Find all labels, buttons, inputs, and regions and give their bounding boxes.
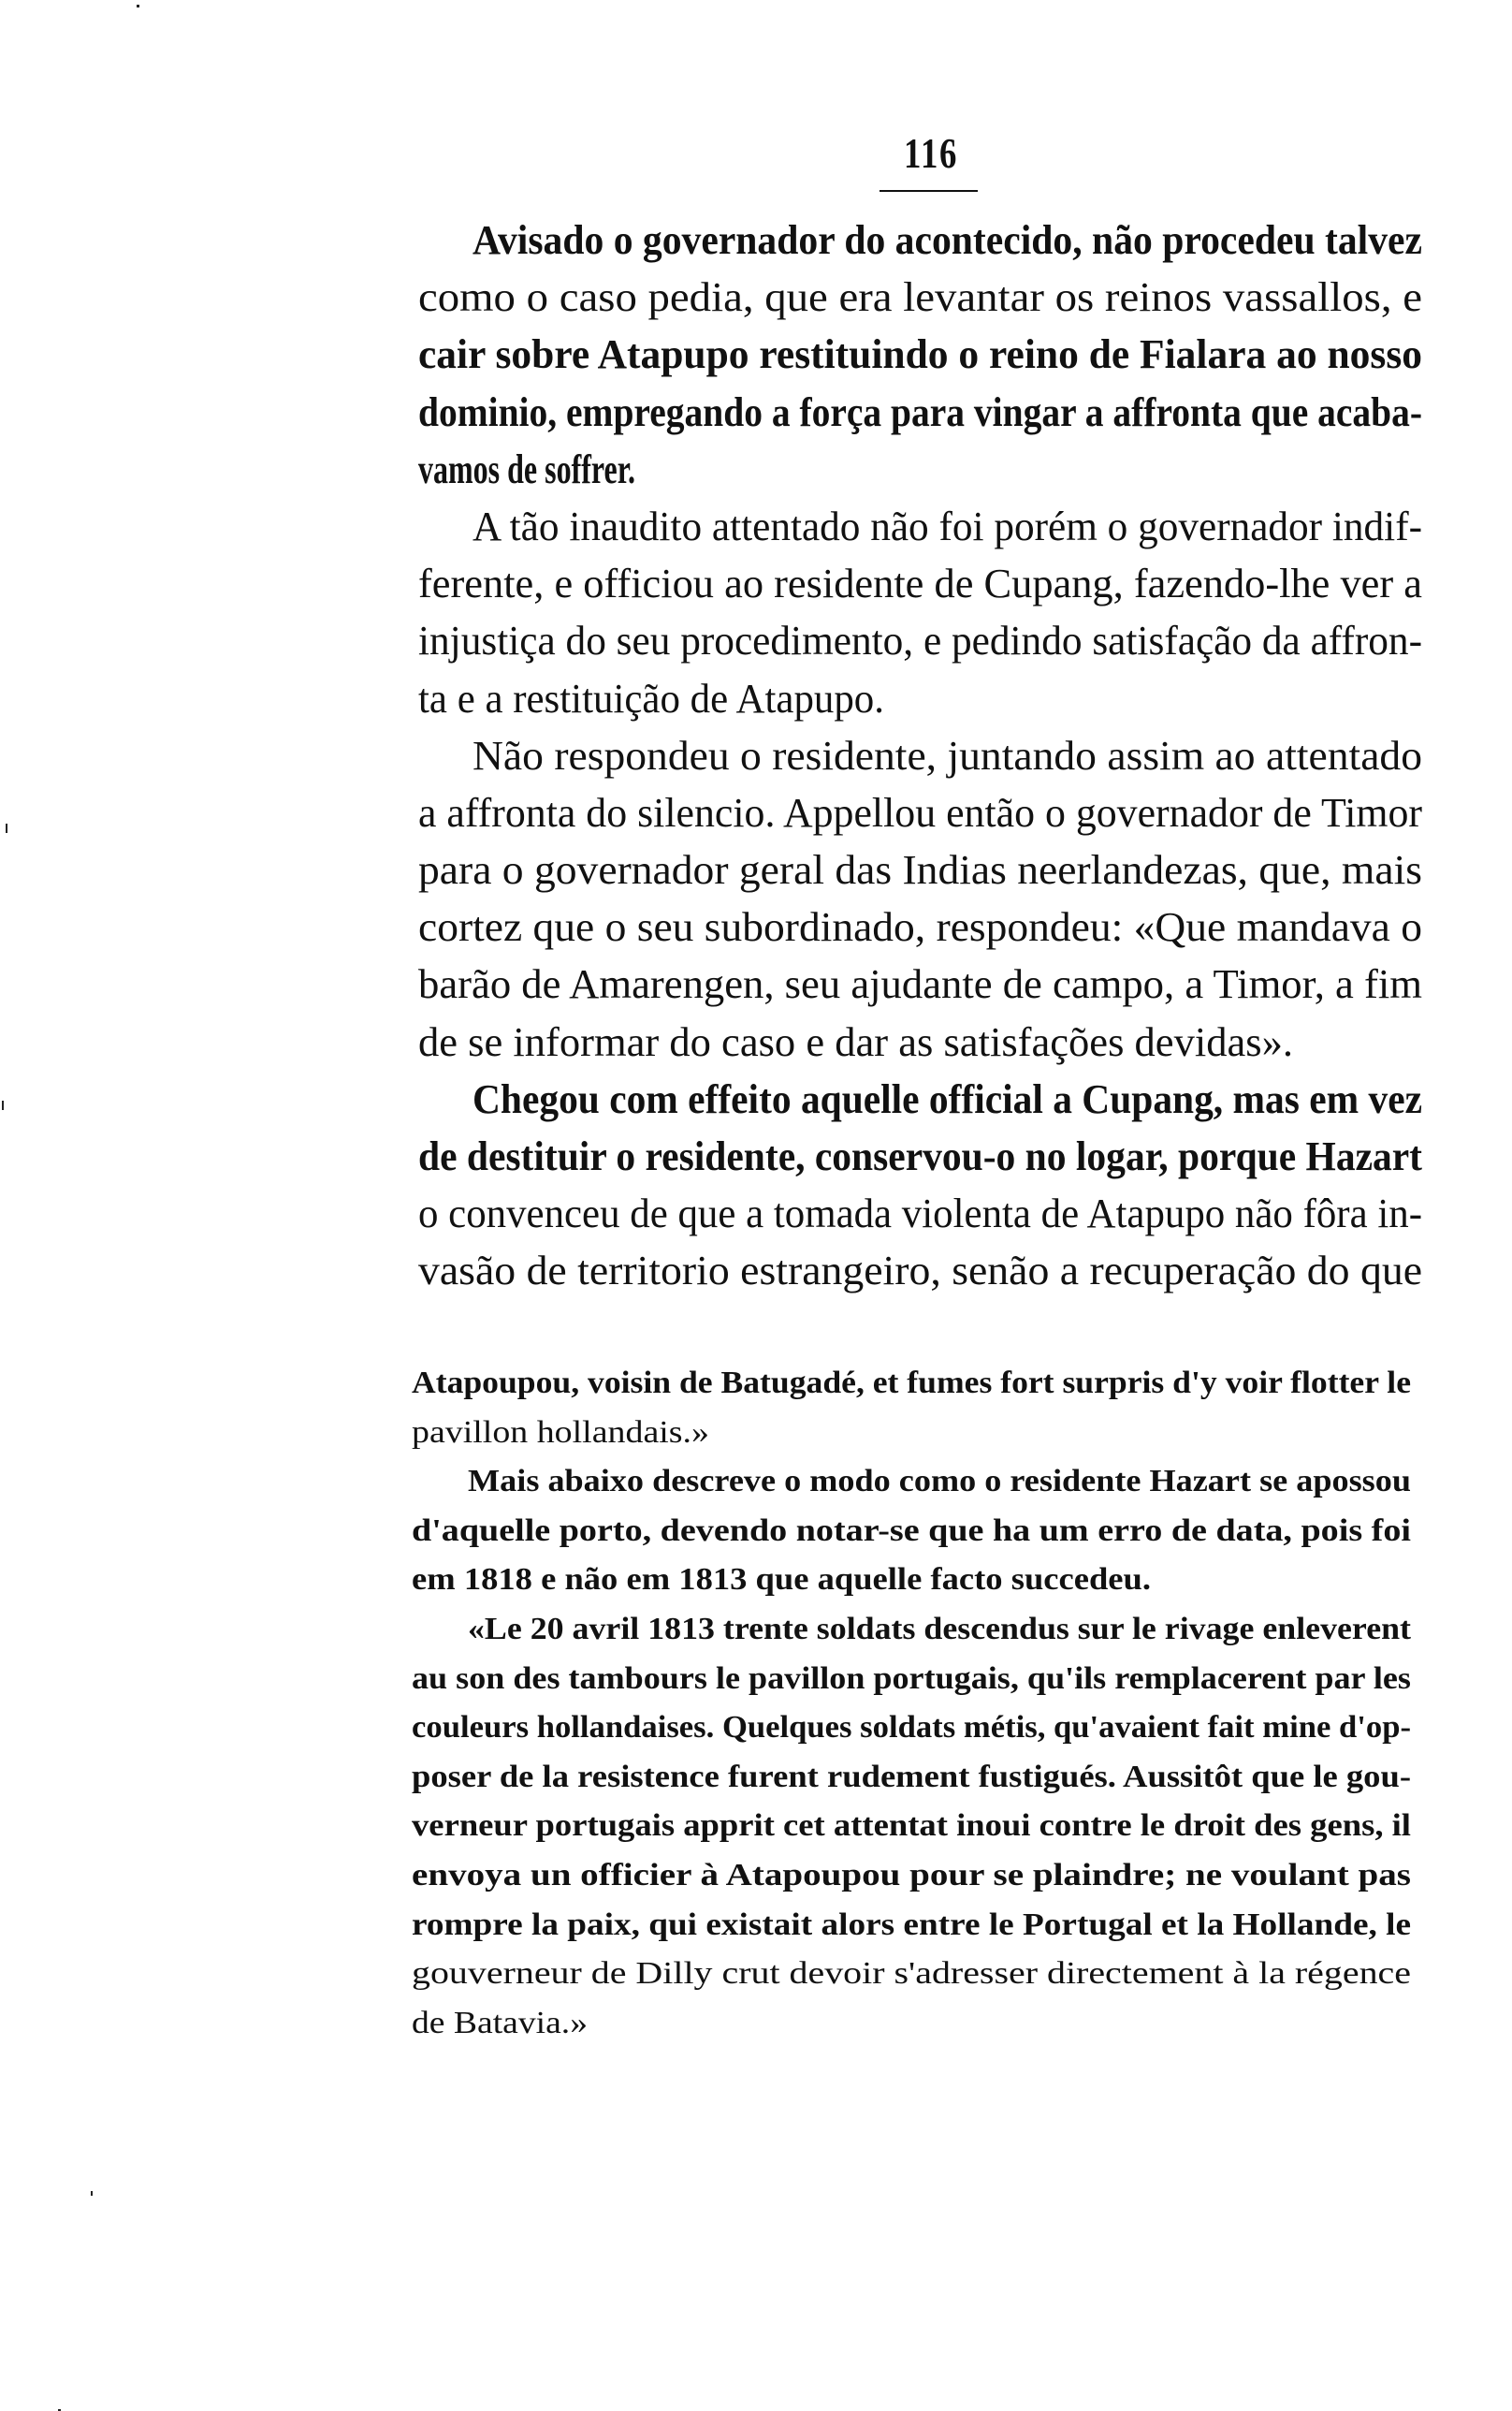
text-line: cortez que o seu subordinado, respondeu: «Que mandava o bbox=[418, 904, 1422, 951]
footnote-line: Mais abaixo descreve o modo como o residente Hazart se apossou bbox=[468, 1464, 1411, 1499]
scan-speck bbox=[137, 5, 139, 7]
text-line: vasão de territorio estrangeiro, senão a recuperação do que bbox=[418, 1248, 1422, 1294]
footnote-line: envoya un officier à Atapoupou pour se plaindre; ne voulant pas bbox=[412, 1857, 1411, 1892]
text-line: injustiça do seu procedimento, e pedindo satisfação da affron- bbox=[418, 618, 1422, 665]
body-paragraph bbox=[418, 1071, 1422, 1300]
text-line: de destituir o residente, conservou-o no logar, porque Hazart bbox=[418, 1133, 1422, 1179]
body-text bbox=[418, 212, 1422, 1300]
body-paragraph bbox=[418, 727, 1422, 1071]
scan-speck bbox=[2, 1101, 4, 1110]
text-line: ferente, e officiou ao residente de Cupang, fazendo-lhe ver a bbox=[418, 561, 1423, 607]
body-paragraph bbox=[418, 212, 1422, 498]
body-paragraph bbox=[418, 498, 1422, 727]
text-line: a affronta do silencio. Appellou então o governador de Timor bbox=[418, 789, 1422, 836]
text-line: de se informar do caso e dar as satisfações devidas». bbox=[418, 1018, 1293, 1065]
footnote-line: de Batavia.» bbox=[412, 2005, 588, 2040]
footnote-line: rompre la paix, qui existait alors entre le Portugal et la Hollande, le bbox=[412, 1907, 1411, 1942]
footnote-paragraph bbox=[412, 1359, 1411, 1457]
text-line: Não respondeu o residente, juntando assim ao attentado bbox=[472, 732, 1422, 779]
text-line: A tão inaudito attentado não foi porém o governador indif- bbox=[472, 503, 1422, 549]
footnote-line: verneur portugais apprit cet attentat inoui contre le droit des gens, il bbox=[412, 1808, 1411, 1844]
text-line: dominio, empregando a força para vingar a affronta que acaba- bbox=[418, 388, 1422, 435]
text-line: barão de Amarengen, seu ajudante de campo, a Timor, a fim bbox=[418, 961, 1422, 1008]
footnote-line: d'aquelle porto, devendo notar-se que ha um erro de data, pois foi bbox=[412, 1512, 1411, 1548]
text-line: para o governador geral das Indias neerlandezas, que, mais bbox=[418, 847, 1422, 894]
footnote-text bbox=[412, 1359, 1411, 2048]
footnote-line: Atapoupou, voisin de Batugadé, et fumes fort surpris d'y voir flotter le bbox=[412, 1366, 1411, 1400]
scan-speck bbox=[6, 824, 7, 833]
footnote-paragraph bbox=[412, 1457, 1411, 1605]
footnote-line: pavillon hollandais.» bbox=[412, 1414, 709, 1450]
footnote-paragraph bbox=[412, 1605, 1411, 2048]
text-line: como o caso pedia, que era levantar os reinos vassallos, e bbox=[418, 274, 1422, 321]
text-line: o convenceu de que a tomada violenta de Atapupo não fôra in- bbox=[418, 1191, 1422, 1237]
text-line: Avisado o governador do acontecido, não procedeu talvez bbox=[472, 217, 1422, 263]
footnote-line: «Le 20 avril 1813 trente soldats descendus sur le rivage enleverent bbox=[468, 1611, 1411, 1646]
page-number: 116 bbox=[904, 129, 958, 177]
footnote-line: em 1818 e não em 1813 que aquelle facto succedeu. bbox=[412, 1562, 1151, 1598]
page-number-rule bbox=[880, 190, 978, 192]
text-line: Chegou com effeito aquelle official a Cupang, mas em vez bbox=[472, 1075, 1422, 1122]
footnote-line: poser de la resistence furent rudement fustigués. Aussitôt que le gou- bbox=[412, 1759, 1411, 1794]
text-line: ta e a restituição de Atapupo. bbox=[418, 675, 884, 722]
text-line: vamos de soffrer. bbox=[418, 446, 635, 492]
footnote-line: gouverneur de Dilly crut devoir s'adresser directement à la régence bbox=[412, 1956, 1411, 1992]
footnote-line: au son des tambours le pavillon portugais, qu'ils remplacerent par les bbox=[412, 1660, 1411, 1696]
footnote-line: couleurs hollandaises. Quelques soldats métis, qu'avaient fait mine d'op- bbox=[412, 1710, 1411, 1746]
text-line: cair sobre Atapupo restituindo o reino de Fialara ao nosso bbox=[418, 331, 1422, 378]
scan-speck bbox=[91, 2191, 93, 2196]
